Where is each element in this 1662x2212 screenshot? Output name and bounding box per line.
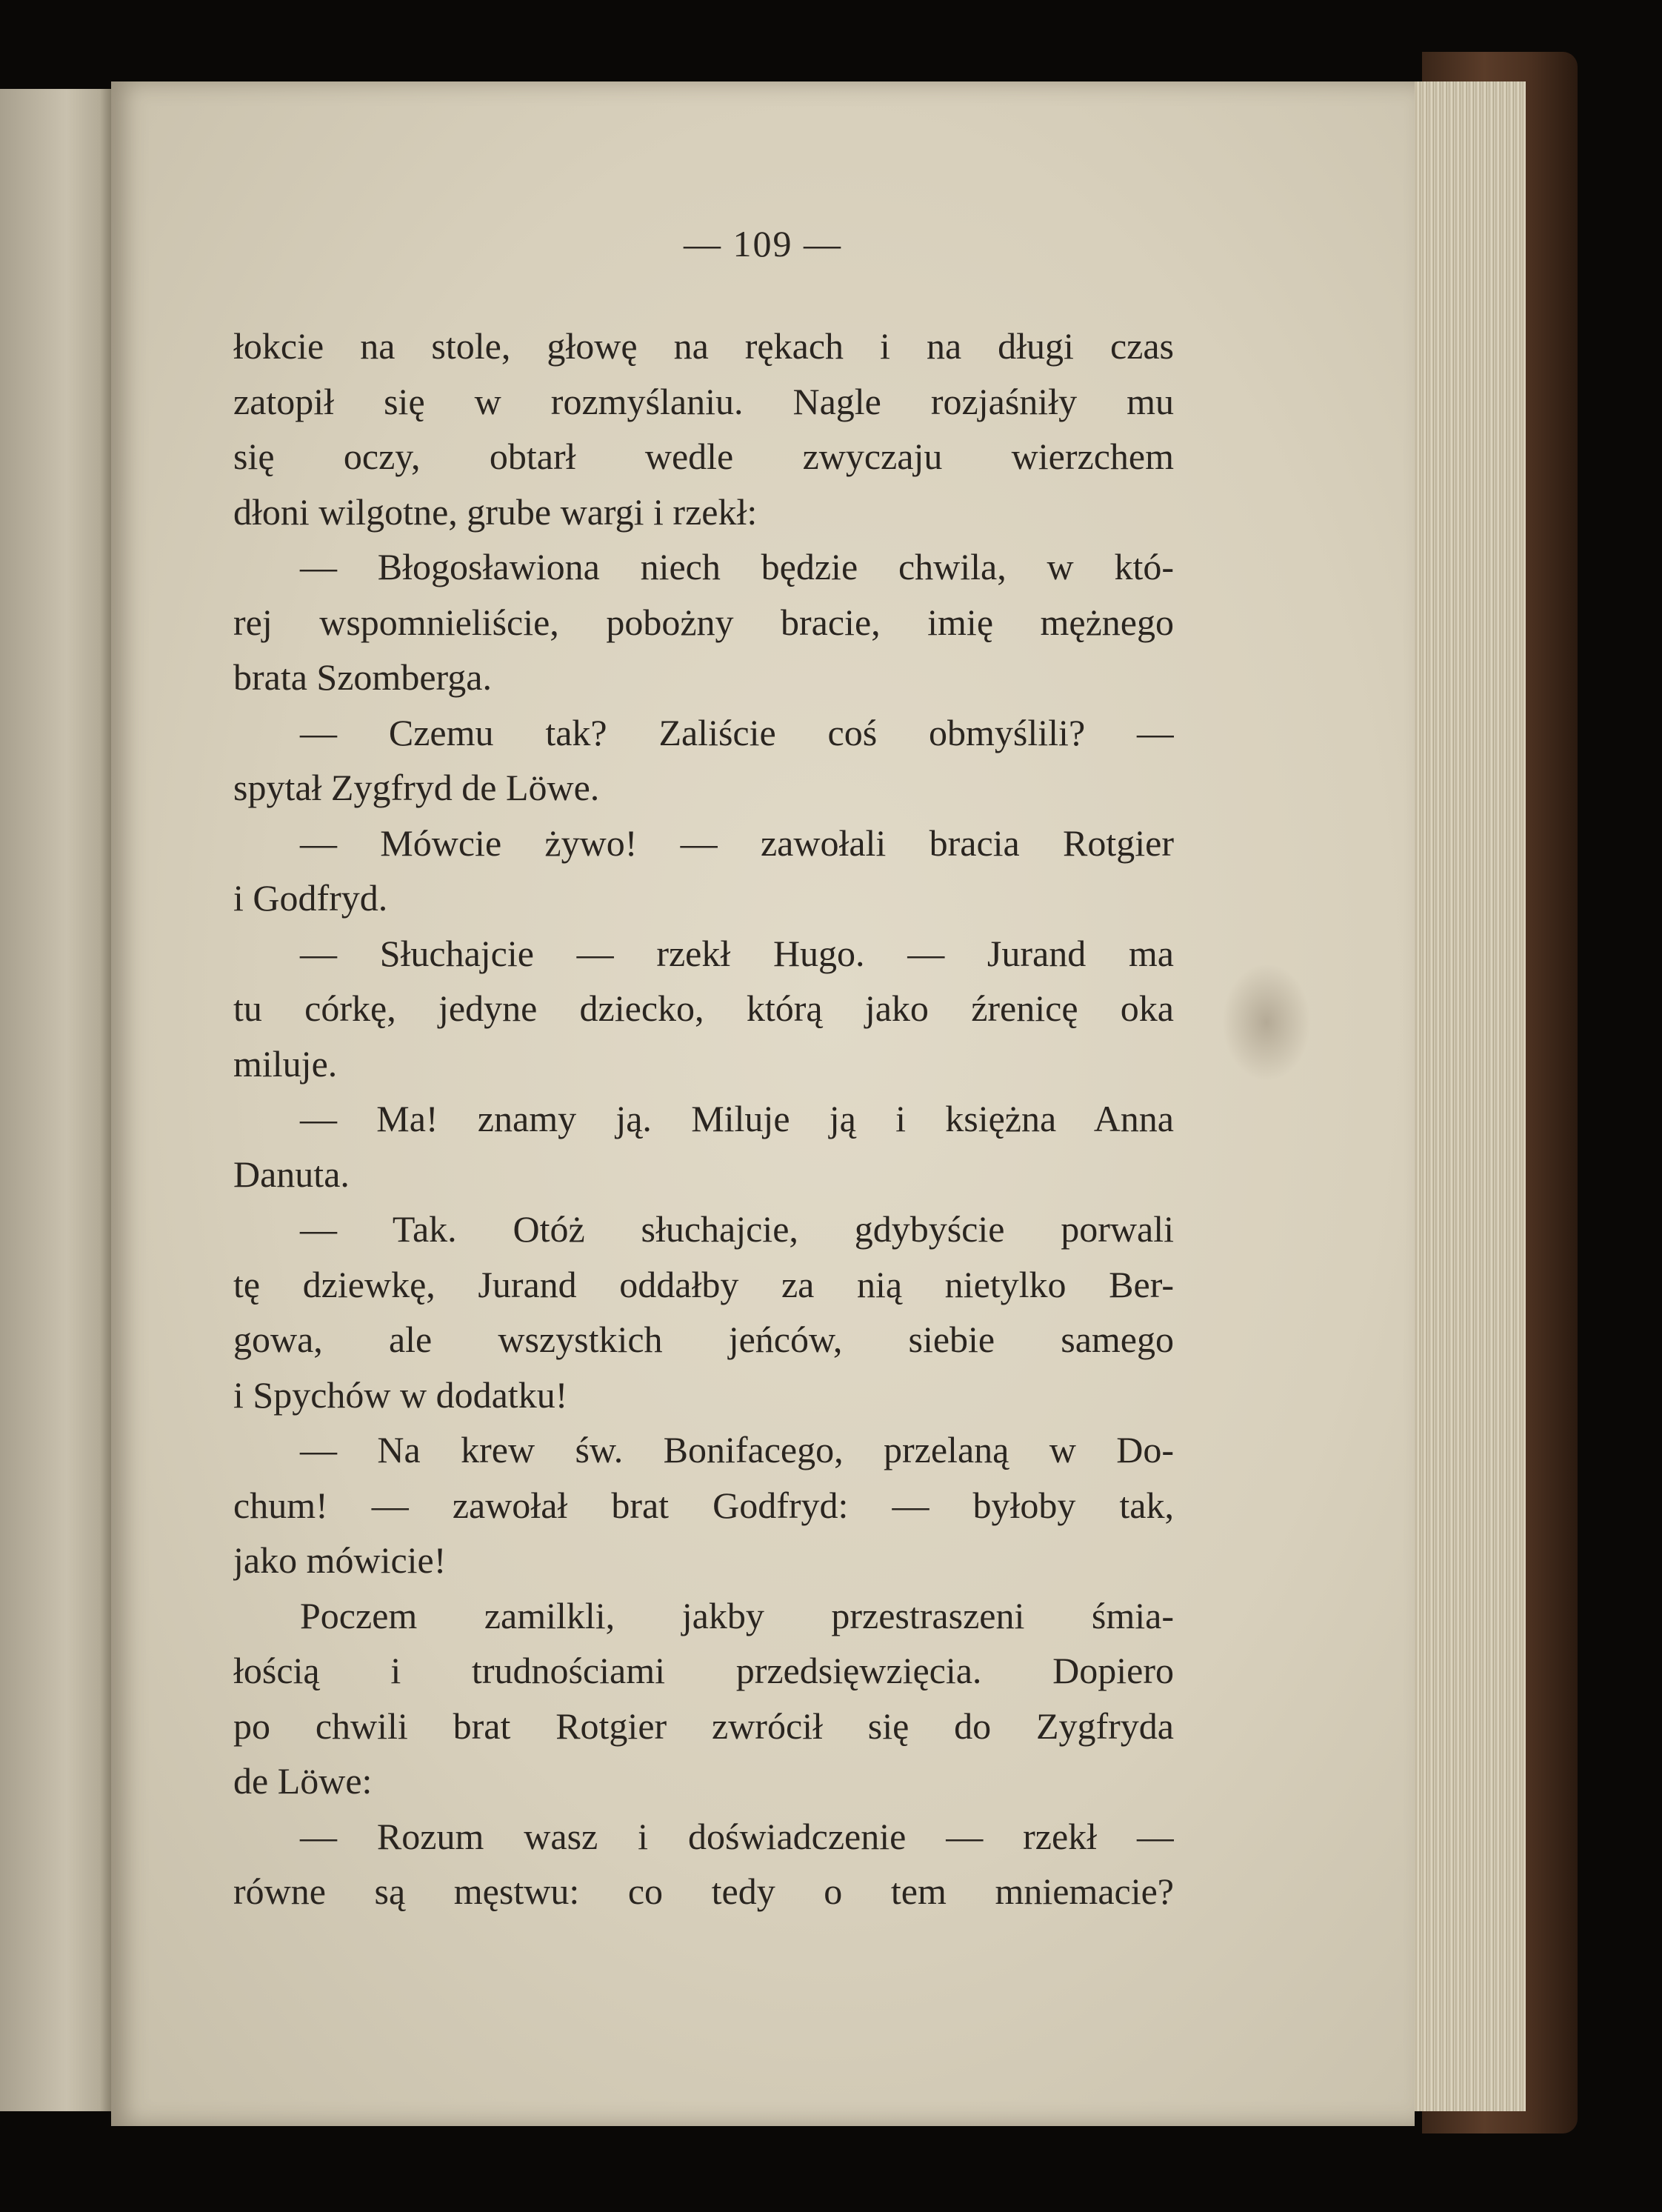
text-line: chum! — zawołał brat Godfryd: — byłoby tak,	[233, 1484, 1174, 1526]
text-line: — Mówcie żywo! — zawołali bracia Rotgier	[300, 822, 1174, 864]
text-line: łością i trudnościami przedsięwzięcia. Dopiero	[233, 1650, 1174, 1691]
text-line: de Löwe:	[233, 1760, 373, 1802]
text-line: łokcie na stole, głowę na rękach i na długi czas	[233, 325, 1174, 367]
text-line: — Na krew św. Bonifacego, przelaną w Do-	[300, 1429, 1174, 1470]
text-line: się oczy, obtarł wedle zwyczaju wierzchem	[233, 436, 1174, 477]
text-line: jako mówicie!	[233, 1539, 447, 1581]
text-line: i Godfryd.	[233, 877, 388, 919]
text-line: gowa, ale wszystkich jeńców, siebie samego	[233, 1319, 1174, 1360]
text-line: brata Szomberga.	[233, 656, 492, 698]
text-line: tę dziewkę, Jurand oddałby za nią nietylko Ber-	[233, 1263, 1174, 1305]
text-line: spytał Zygfryd de Löwe.	[233, 767, 600, 808]
text-line: i Spychów w dodatku!	[233, 1373, 568, 1416]
text-line: — Ma! znamy ją. Miluje ją i księżna Anna	[300, 1098, 1174, 1139]
page-stain	[1222, 963, 1311, 1082]
book-page	[111, 81, 1415, 2126]
text-line: — Czemu tak? Zaliście coś obmyślili? —	[300, 711, 1174, 753]
text-line: Danuta.	[233, 1153, 350, 1195]
text-line: Poczem zamilkli, jakby przestraszeni śmia-	[300, 1594, 1174, 1636]
text-line: rej wspomnieliście, pobożny bracie, imię mężnego	[233, 601, 1174, 643]
text-line: po chwili brat Rotgier zwrócił się do Zygfryda	[233, 1705, 1174, 1747]
text-line: — Rozum wasz i doświadczenie — rzekł —	[300, 1815, 1174, 1857]
text-line: — Błogosławiona niech będzie chwila, w któ-	[300, 546, 1174, 587]
text-line: tu córkę, jedyne dziecko, którą jako źrenicę oka	[233, 987, 1174, 1029]
text-line: — Słuchajcie — rzekł Hugo. — Jurand ma	[300, 932, 1174, 974]
text-line: miluje.	[233, 1042, 338, 1085]
facing-page-edge	[0, 89, 111, 2111]
text-line: — Tak. Otóż słuchajcie, gdybyście porwali	[300, 1208, 1174, 1250]
page-edges	[1407, 81, 1526, 2111]
page-number: — 109 —	[684, 223, 842, 264]
text-line: zatopił się w rozmyślaniu. Nagle rozjaśniły mu	[233, 380, 1174, 422]
text-line: równe są męstwu: co tedy o tem mniemacie?	[233, 1870, 1174, 1912]
page-text	[233, 319, 1174, 1919]
text-line: dłoni wilgotne, grube wargi i rzekł:	[233, 490, 758, 533]
